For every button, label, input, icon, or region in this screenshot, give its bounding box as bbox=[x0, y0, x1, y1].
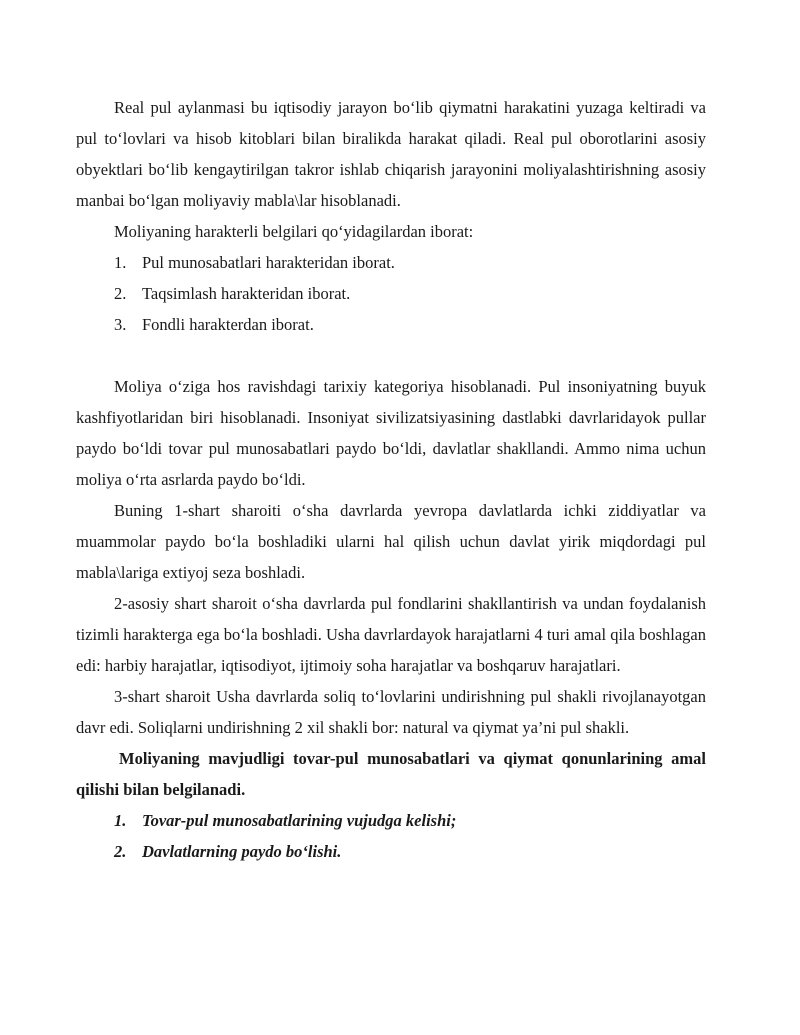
list-number: 2. bbox=[114, 842, 127, 861]
paragraph-shart-1: Buning 1-shart sharoiti o‘sha davrlarda yevropa davlatlarda ichki ziddiyatlar va muammolar paydo bo‘la boshladiki ularni hal qilish uchun davlat yirik miqdordagi pul mabla\lariga extiyoj seza boshladi. bbox=[76, 501, 706, 582]
list-item bbox=[76, 247, 706, 278]
document-body bbox=[76, 92, 706, 867]
paragraph-shart-2: 2-asosiy shart sharoit o‘sha davrlarda pul fondlarini shakllantirish va undan foydalanish tizimli harakterga ega bo‘la boshladi. Usha davrlardayok harajatlarni 4 turi amal qila boshlagan edi: harbiy harajatlar, iqtisodiyot, ijtimoiy soha harajatlar va boshqaruv harajatlari. bbox=[76, 594, 706, 675]
list-text: Taqsimlash harakteridan iborat. bbox=[142, 284, 351, 303]
list-number: 1. bbox=[114, 253, 127, 272]
characteristics-list bbox=[76, 247, 706, 340]
list-number: 1. bbox=[114, 811, 127, 830]
spacer bbox=[76, 340, 706, 371]
list-item bbox=[76, 278, 706, 309]
list-text: Fondli harakterdan iborat. bbox=[142, 315, 314, 334]
paragraph-real-pul: Real pul aylanmasi bu iqtisodiy jarayon bo‘lib qiymatni harakatini yuzaga keltiradi va pul to‘lovlari va hisob kitoblari bilan biralikda harakat qiladi. Real pul oborotlarini asosiy obyektlari bo‘lib kengaytirilgan takror ishlab chiqarish jarayonini moliyalashtirishning asosiy manbai bo‘lgan moliyaviy mabla\lar hisoblanadi. bbox=[76, 98, 706, 210]
list-text: Tovar-pul munosabatlarining vujudga kelishi; bbox=[142, 811, 457, 830]
paragraph-belgilari-intro: Moliyaning harakterli belgilari qo‘yidagilardan iborat: bbox=[114, 222, 474, 241]
conditions-list bbox=[76, 805, 706, 867]
list-text: Pul munosabatlari harakteridan iborat. bbox=[142, 253, 395, 272]
list-item bbox=[76, 309, 706, 340]
list-number: 2. bbox=[114, 284, 127, 303]
list-item bbox=[76, 805, 706, 836]
list-number: 3. bbox=[114, 315, 127, 334]
list-text: Davlatlarning paydo bo‘lishi. bbox=[142, 842, 342, 861]
paragraph-moliya-mavjudligi: Moliyaning mavjudligi tovar-pul munosabatlari va qiymat qonunlarining amal qilishi bilan belgilanadi. bbox=[76, 749, 706, 799]
paragraph-moliya-tarixiy: Moliya o‘ziga hos ravishdagi tarixiy kategoriya hisoblanadi. Pul insoniyatning buyuk kashfiyotlaridan biri hisoblanadi. Insoniyat sivilizatsiyasining dastlabki davrlaridayok pullar paydo bo‘ldi tovar pul munosabatlari paydo bo‘ldi, davlatlar shakllandi. Ammo nima uchun moliya o‘rta asrlarda paydo bo‘ldi. bbox=[76, 377, 706, 489]
list-item bbox=[76, 836, 706, 867]
paragraph-shart-3: 3-shart sharoit Usha davrlarda soliq to‘lovlarini undirishning pul shakli rivojlanayotgan davr edi. Soliqlarni undirishning 2 xil shakli bor: natural va qiymat ya’ni pul shakli. bbox=[76, 687, 706, 737]
